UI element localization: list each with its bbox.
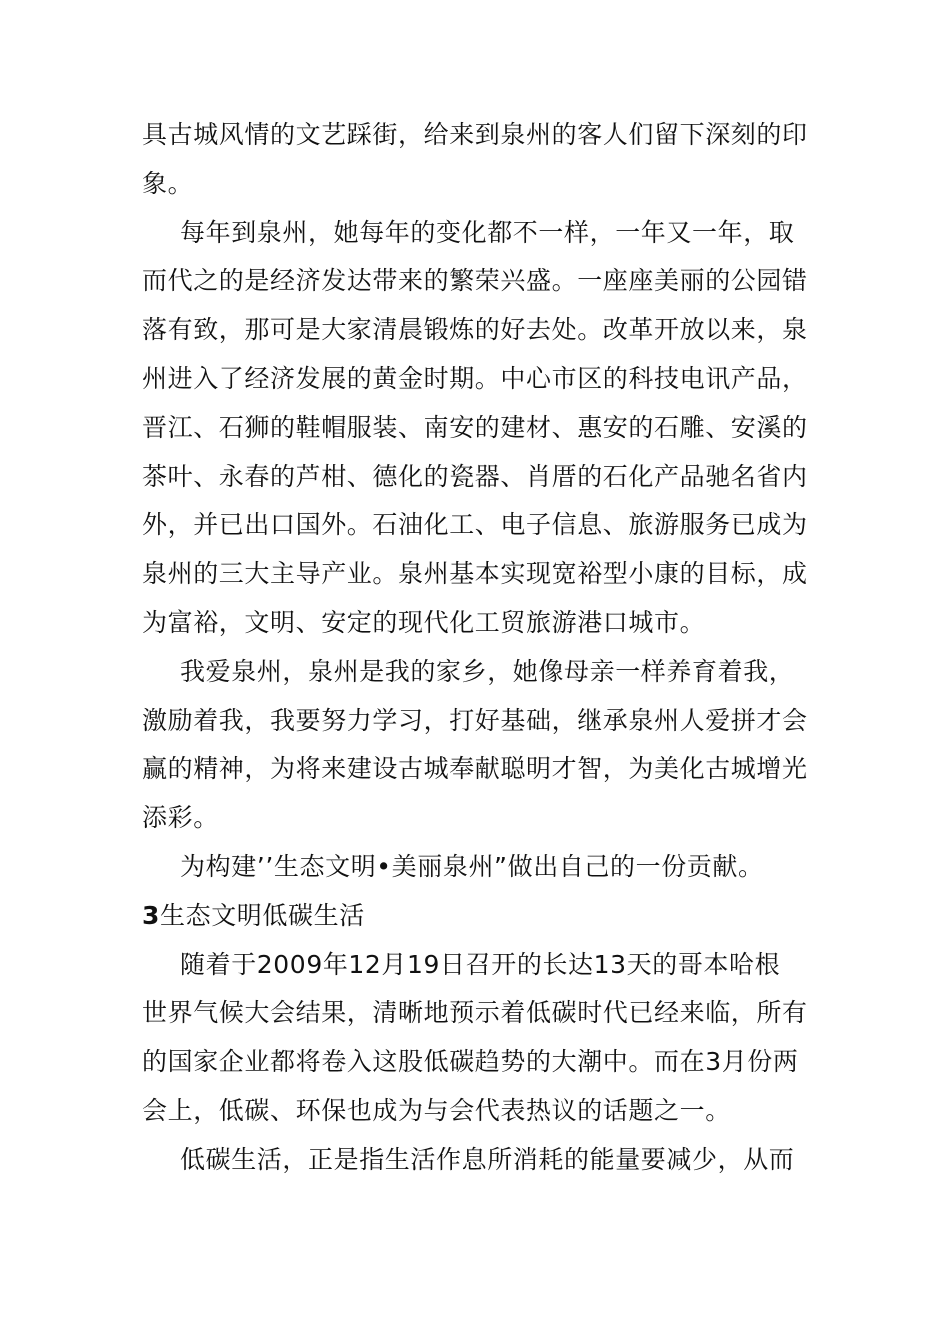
text-line: 而代之的是经济发达带来的繁荣兴盛。一座座美丽的公园错	[142, 266, 808, 296]
text-column	[142, 111, 812, 1185]
text-line: 低碳生活，正是指生活作息所消耗的能量要减少，从而	[180, 1144, 795, 1174]
text-line: 随着于2009年12月19日召开的长达13天的哥本哈根	[180, 949, 781, 979]
text-line: 激励着我，我要努力学习，打好基础，继承泉州人爱拼才会	[142, 705, 808, 735]
paragraph-climate-conference	[142, 941, 812, 1136]
paragraph-low-carbon-life	[142, 1136, 812, 1185]
paragraph-continuation	[142, 111, 812, 209]
section-number: 3	[142, 900, 160, 930]
text-line: 象。	[142, 168, 194, 198]
text-line: 泉州的三大主导产业。泉州基本实现宽裕型小康的目标，成	[142, 559, 808, 589]
text-line: 落有致，那可是大家清晨锻炼的好去处。改革开放以来，泉	[142, 315, 808, 345]
text-line: 添彩。	[142, 803, 219, 833]
paragraph-love-quanzhou	[142, 648, 812, 843]
text-line: 茶叶、永春的芦柑、德化的瓷器、肖厝的石化产品驰名省内	[142, 461, 808, 491]
text-line: 每年到泉州，她每年的变化都不一样，一年又一年，取	[180, 217, 795, 247]
paragraph-contribution	[142, 843, 812, 892]
text-line: 州进入了经济发展的黄金时期。中心市区的科技电讯产品，	[142, 363, 808, 393]
text-line: 为构建’’生态文明•美丽泉州”做出自己的一份贡献。	[180, 851, 764, 881]
text-line: 会上，低碳、环保也成为与会代表热议的话题之一。	[142, 1095, 731, 1125]
text-line: 外，并已出口国外。石油化工、电子信息、旅游服务已成为	[142, 510, 808, 540]
text-line: 我爱泉州，泉州是我的家乡，她像母亲一样养育着我，	[180, 656, 795, 686]
text-line: 世界气候大会结果，清晰地预示着低碳时代已经来临，所有	[142, 998, 808, 1028]
paragraph-city-changes	[142, 209, 812, 648]
text-line: 具古城风情的文艺踩街，给来到泉州的客人们留下深刻的印	[142, 120, 808, 149]
text-line: 的国家企业都将卷入这股低碳趋势的大潮中。而在3月份两	[142, 1047, 799, 1077]
section-title: 生态文明低碳生活	[160, 900, 365, 930]
text-line: 晋江、石狮的鞋帽服装、南安的建材、惠安的石雕、安溪的	[142, 412, 808, 442]
text-line: 赢的精神，为将来建设古城奉献聪明才智，为美化古城增光	[142, 754, 808, 784]
section-heading	[142, 892, 812, 941]
text-line: 为富裕，文明、安定的现代化工贸旅游港口城市。	[142, 607, 706, 637]
